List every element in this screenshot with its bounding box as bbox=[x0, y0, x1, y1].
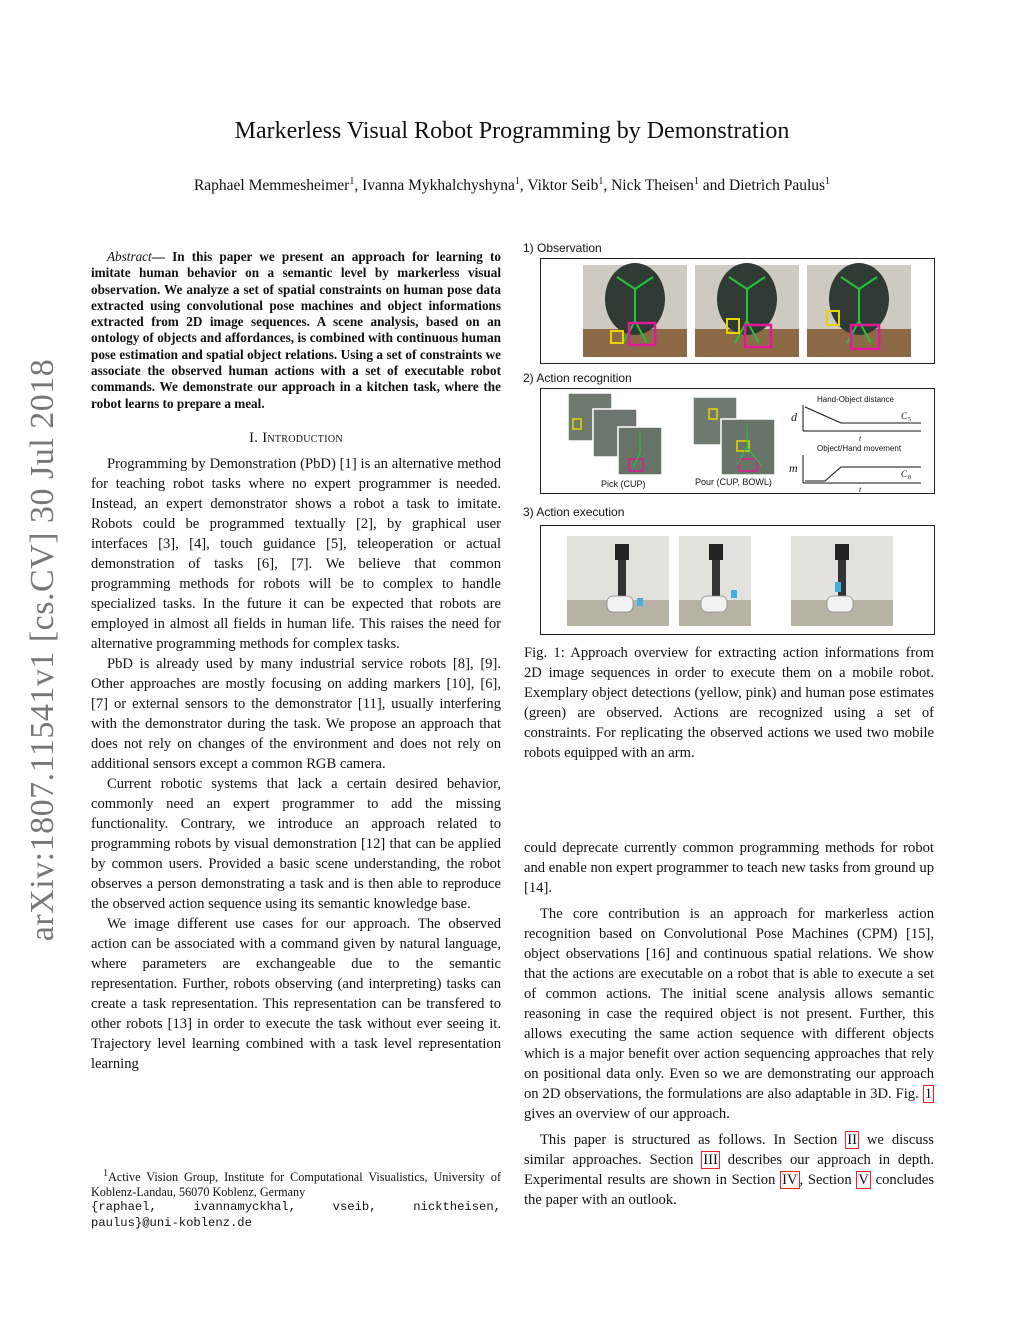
figure-1-caption: Fig. 1: Approach overview for extracting action informations from 2D image sequences in order to execute them on a mobile robot. Exemplary object detections (yellow, pink) and human pose estimates (green) are observed. Actions are recognized using a set of constraints. For replicating the observed actions we used two mobile robots equipped with an arm. bbox=[524, 645, 934, 761]
affiliation-mark: 1 bbox=[349, 176, 355, 187]
footnote-emails: {raphael, ivannamyckhal, vseib, nicktheisen, paulus}@uni-koblenz.de bbox=[91, 1200, 501, 1230]
hand-object-distance-graph bbox=[791, 395, 921, 443]
graph1-constraint: C bbox=[901, 411, 908, 421]
graph2-xlabel: t bbox=[859, 485, 862, 493]
left-column bbox=[91, 249, 501, 1074]
section-5-link[interactable]: V bbox=[858, 1172, 869, 1188]
structure-text: concludes the paper with an outlook. bbox=[524, 1172, 934, 1208]
author-name: Raphael Memmesheimer bbox=[193, 177, 350, 195]
section-title: Introduction bbox=[262, 429, 343, 446]
intro-paragraph-1: Programming by Demonstration (PbD) [1] is an alternative method for teaching robot tasks where no expert programmer is needed. Instead, an expert demonstrator shows a robot a task to imitate. Robots could be programmed textually [2], by graphical user interfaces [3], [4], touch guidance [5], teleoperation or actual demonstration of tasks [6], [7]. We believe that common programming methods for robots will be to complex to handle specialized tasks. In the future it can be expected that robots are employed in almost all fields in human life. This raises the need for alternative programming methods for complex tasks. bbox=[91, 455, 501, 652]
execution-panel bbox=[540, 525, 935, 635]
section-2-link[interactable]: II bbox=[847, 1132, 857, 1148]
author-name: Nick Theisen bbox=[611, 177, 694, 195]
pick-label: Pick (CUP) bbox=[601, 479, 646, 489]
pour-image-stack bbox=[693, 397, 775, 475]
section-heading-introduction bbox=[91, 428, 501, 448]
execution-frame bbox=[679, 536, 751, 626]
abstract-text: In this paper we present an approach for learning to imitate human behavior on a semantic level by markerless visual observation. We analyze a set of spatial constraints on human pose data extracted using convolutional pose machines and object informations extracted from 2D image sequences. A scene analysis, based on an ontology of objects and affordances, is combined with continuous human pose estimation and spatial object relations. Using a set of constraints we associate the observed human actions with a set of executable robot commands. We demonstrate our approach in a kitchen task, where the robot learns to prepare a meal. bbox=[91, 249, 502, 411]
arxiv-side-stamp bbox=[18, 350, 68, 950]
observation-images bbox=[541, 259, 934, 363]
graph1-xlabel: t bbox=[859, 434, 862, 443]
section-3-link[interactable]: III bbox=[703, 1152, 718, 1168]
recognition-panel bbox=[540, 388, 935, 494]
affiliation-mark: 1 bbox=[514, 176, 520, 187]
graph1-title: Hand-Object distance bbox=[817, 395, 894, 404]
separator: , bbox=[519, 177, 528, 195]
execution-images bbox=[541, 526, 934, 634]
separator: , bbox=[354, 177, 363, 195]
figure-ref-tail: gives an overview of our approach. bbox=[524, 1106, 730, 1122]
pick-image-stack bbox=[568, 393, 662, 475]
graph1-constraint-sub: 5 bbox=[908, 417, 911, 423]
right-paragraph-2 bbox=[524, 904, 934, 1124]
footnote-mark: 1 bbox=[103, 1168, 109, 1179]
graph2-constraint-sub: 8 bbox=[908, 475, 911, 481]
paper-title: Markerless Visual Robot Programming by Demonstration bbox=[234, 118, 790, 144]
right-paragraph-3 bbox=[524, 1130, 934, 1210]
figure-ref-prefix: Fig. bbox=[895, 1086, 923, 1102]
object-hand-movement-graph bbox=[789, 444, 921, 493]
affiliation-mark: 1 bbox=[825, 176, 831, 187]
contribution-text: The core contribution is an approach for markerless action recognition based on Convolutional Pose Machines (CPM) [15], object observations [16] and continuous spatial relations. We show that the actions are executable on a robot that is able to execute a set of common actions. The initial scene analysis allows semantic reasoning in case the required object is not present. Further, this allows executing the same action sequence with different objects which is a major benefit over action sequencing approaches that rely on positional data only. Even so we are demonstrating our approach on 2D observations, the formulations are also adaptable in 3D. bbox=[524, 906, 934, 1102]
recognition-diagram bbox=[541, 389, 934, 493]
observation-frame bbox=[583, 263, 687, 357]
section-4-link[interactable]: IV bbox=[782, 1172, 798, 1188]
structure-text: , Section bbox=[799, 1172, 857, 1188]
structure-text: describes our approach in depth. Experimental results are shown in Section bbox=[524, 1152, 934, 1188]
structure-text: we discuss similar approaches. Section bbox=[524, 1132, 934, 1168]
graph2-constraint: C bbox=[901, 469, 908, 479]
execution-frame bbox=[567, 536, 669, 626]
intro-paragraph-4: We image different use cases for our approach. The observed action can be associated with a command given by natural language, where parameters are exchangeable due to the semantic representation. Further, robots observing (and interpreting) tasks can create a task representation. This representation can be transfered to other robots [13] in order to execute the task without ever seeing it. Trajectory level learning combined with a task level representation learning bbox=[91, 915, 501, 1072]
abstract-dash: — bbox=[151, 249, 173, 264]
observation-frame bbox=[807, 263, 911, 357]
right-column bbox=[524, 838, 934, 1210]
separator: , bbox=[603, 177, 612, 195]
right-paragraph-1: could deprecate currently common programming methods for robot and enable non expert programmer to teach new tasks from ground up [14]. bbox=[524, 840, 934, 896]
graph2-title: Object/Hand movement bbox=[817, 444, 902, 453]
figure-1 bbox=[523, 238, 943, 648]
figure-label-execution: 3) Action execution bbox=[523, 505, 625, 519]
footnote-text: Active Vision Group, Institute for Computational Visualistics, University of Koblenz-Landau, 56070 Koblenz, Germany bbox=[91, 1170, 501, 1199]
graph1-ylabel: d bbox=[791, 410, 797, 424]
affiliation-footnote bbox=[91, 1167, 501, 1230]
figure-1-link[interactable]: 1 bbox=[924, 1086, 932, 1102]
author-name: Ivanna Mykhalchyshyna bbox=[362, 177, 515, 195]
author-list bbox=[0, 176, 1024, 195]
author-name: Dietrich Paulus bbox=[729, 177, 826, 195]
figure-label-recognition: 2) Action recognition bbox=[523, 371, 632, 385]
observation-frame bbox=[695, 263, 799, 357]
execution-frame bbox=[791, 536, 893, 626]
graph2-ylabel: m bbox=[789, 461, 798, 475]
separator: and bbox=[698, 177, 730, 195]
figure-label-observation: 1) Observation bbox=[523, 241, 602, 255]
observation-panel bbox=[540, 258, 935, 364]
affiliation-mark: 1 bbox=[693, 176, 699, 187]
section-number: I. bbox=[249, 429, 263, 446]
structure-text: This paper is structured as follows. In Section bbox=[540, 1132, 846, 1148]
intro-paragraph-3: Current robotic systems that lack a certain desired behavior, commonly need an expert programmer to add the missing functionality. Contrary, we introduce an approach related to programming robots by visual demonstration [12] that can be applied by common users. Provided a basic scene understanding, the robot observes a person demonstrating a task and is then able to reproduce the observed action sequence using its semantic knowledge base. bbox=[91, 775, 501, 912]
abstract-lead: Abstract bbox=[107, 249, 152, 264]
affiliation-mark: 1 bbox=[598, 176, 604, 187]
abstract bbox=[91, 249, 501, 412]
pour-label: Pour (CUP, BOWL) bbox=[695, 477, 772, 487]
arxiv-id: arXiv:1807.11541v1 [cs.CV] 30 Jul 2018 bbox=[24, 358, 61, 942]
author-name: Viktor Seib bbox=[527, 177, 599, 195]
intro-paragraph-2: PbD is already used by many industrial service robots [8], [9]. Other approaches are mostly focusing on adding markers [10], [6], [7] or external sensors to the demonstrator [11], usually interfering with the demonstrator during the task. We propose an approach that does not rely on changes of the environment and does not rely on additional sensors except a common RGB camera. bbox=[91, 655, 501, 772]
